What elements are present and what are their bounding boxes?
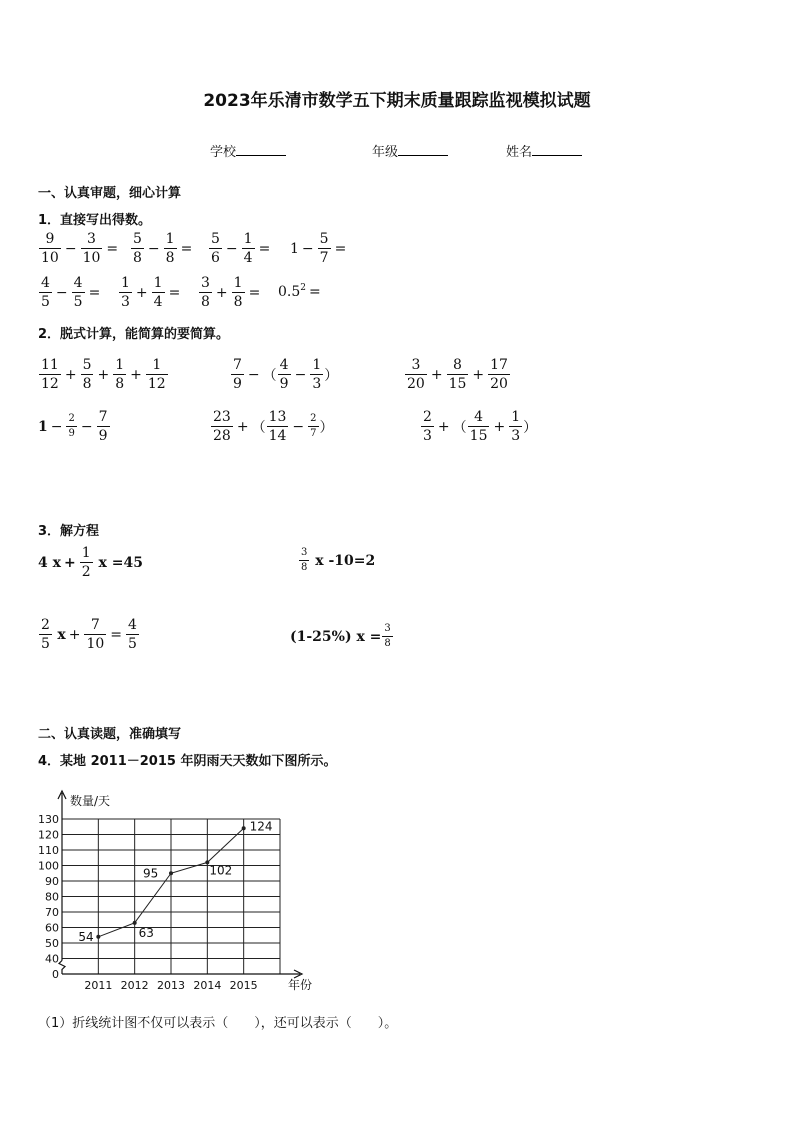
q1-expr-1: $\frac{9}{10}$ − $\frac{3}{10}$ = bbox=[41, 231, 119, 266]
fraction: $\frac{7}{10}$ bbox=[86, 617, 105, 652]
fraction: $\frac{3}{8}$ bbox=[301, 547, 308, 573]
q1-expr-5: $\frac{4}{5}$ − $\frac{4}{5}$ = bbox=[41, 275, 101, 310]
y-tick-label: 80 bbox=[45, 890, 59, 904]
data-point bbox=[96, 935, 100, 939]
question-3: 3．解方程 bbox=[38, 524, 100, 539]
chart-tick-labels bbox=[38, 813, 258, 992]
fraction: $\frac{4}{15}$ bbox=[469, 409, 488, 444]
q1-expr-7: $\frac{3}{8}$ + $\frac{1}{8}$ = bbox=[201, 275, 261, 310]
school-blank[interactable] bbox=[236, 143, 286, 156]
fraction: $\frac{8}{15}$ bbox=[448, 357, 467, 392]
grade-blank[interactable] bbox=[398, 143, 448, 156]
fraction: $\frac{2}{5}$ bbox=[41, 617, 50, 652]
data-point bbox=[133, 921, 137, 925]
equation-3: $\frac{2}{5}$ x + $\frac{7}{10}$ = $\frac{4}{5}$ bbox=[41, 617, 137, 652]
y-tick-label: 50 bbox=[45, 937, 59, 950]
q1-expr-6: $\frac{1}{3}$ + $\frac{1}{4}$ = bbox=[121, 275, 181, 310]
q1-expr-3: $\frac{5}{6}$ − $\frac{1}{4}$ = bbox=[211, 231, 271, 266]
fraction: $\frac{23}{28}$ bbox=[213, 409, 231, 444]
fraction: $\frac{11}{12}$ bbox=[41, 357, 59, 392]
section1-title: 一、认真审题，细心计算 bbox=[38, 186, 182, 201]
data-label: 102 bbox=[209, 863, 233, 878]
q2-expr-1: $\frac{11}{12}$ + $\frac{5}{8}$ + $\frac{1}{8}$ + $\frac{1}{12}$ bbox=[41, 357, 166, 392]
fraction: $\frac{4}{9}$ bbox=[279, 357, 289, 392]
fraction: $\frac{1}{2}$ bbox=[81, 545, 91, 580]
fraction: $\frac{1}{4}$ bbox=[153, 275, 163, 310]
x-tick-label: 2014 bbox=[193, 979, 222, 992]
fraction: $\frac{1}{3}$ bbox=[312, 357, 322, 392]
equation-2: $\frac{3}{8}$ x -10=2 bbox=[301, 547, 376, 573]
fraction: $\frac{4}{5}$ bbox=[41, 275, 50, 310]
section2-title: 二、认真读题，准确填写 bbox=[38, 727, 182, 742]
q2-expr-2: $\frac{7}{9}$ − （ $\frac{4}{9}$ − $\frac{1}{3}$ ） bbox=[233, 357, 339, 392]
y-tick-label: 100 bbox=[38, 859, 59, 873]
fraction: $\frac{7}{9}$ bbox=[233, 357, 242, 392]
fraction: $\frac{3}{10}$ bbox=[82, 231, 101, 266]
name-field: 姓名 bbox=[506, 141, 582, 160]
fraction: $\frac{5}{8}$ bbox=[82, 357, 92, 392]
data-point bbox=[169, 871, 173, 875]
question-4: 4．某地 2011－2015 年阴雨天天数如下图所示。 bbox=[38, 754, 337, 769]
fraction: $\frac{5}{7}$ bbox=[319, 231, 329, 266]
axis-break bbox=[59, 961, 65, 975]
name-blank[interactable] bbox=[532, 143, 582, 156]
fraction: $\frac{3}{20}$ bbox=[407, 357, 425, 392]
fraction: $\frac{7}{9}$ bbox=[98, 409, 108, 444]
question-1: 1．直接写出得数。 bbox=[38, 213, 152, 228]
y-tick-label: 110 bbox=[38, 844, 59, 857]
data-label: 63 bbox=[138, 925, 154, 940]
data-point bbox=[242, 826, 246, 830]
data-label: 95 bbox=[143, 866, 159, 881]
school-field: 学校 bbox=[210, 141, 286, 160]
y-tick-label: 0 bbox=[52, 968, 59, 981]
fraction: $\frac{9}{10}$ bbox=[41, 231, 59, 266]
x-tick-label: 2015 bbox=[229, 979, 258, 992]
data-label: 124 bbox=[249, 819, 273, 834]
fraction: $\frac{1}{12}$ bbox=[147, 357, 166, 392]
chart-ylabel: 数量/天 bbox=[70, 794, 111, 808]
question-4-sub-1: （1）折线统计图不仅可以表示（ ），还可以表示（ ）。 bbox=[38, 1016, 398, 1031]
fraction: $\frac{1}{3}$ bbox=[121, 275, 130, 310]
y-tick-label: 70 bbox=[45, 906, 59, 919]
fraction: $\frac{5}{6}$ bbox=[211, 231, 220, 266]
fraction: $\frac{17}{20}$ bbox=[490, 357, 508, 392]
data-label: 54 bbox=[78, 929, 94, 944]
q2-expr-5: $\frac{23}{28}$ + （ $\frac{13}{14}$ − $\frac{2}{7}$ ） bbox=[213, 409, 334, 444]
y-tick-label: 90 bbox=[45, 875, 59, 888]
fraction: $\frac{4}{5}$ bbox=[73, 275, 83, 310]
q1-expr-2: $\frac{5}{8}$ − $\frac{1}{8}$ = bbox=[133, 231, 193, 266]
x-tick-label: 2011 bbox=[84, 979, 113, 992]
fraction: $\frac{3}{8}$ bbox=[384, 623, 391, 649]
fraction: $\frac{1}{4}$ bbox=[243, 231, 253, 266]
chart-grid bbox=[62, 819, 280, 974]
fraction: $\frac{2}{9}$ bbox=[68, 413, 75, 439]
fraction: $\frac{2}{3}$ bbox=[423, 409, 432, 444]
fraction: $\frac{2}{7}$ bbox=[310, 413, 317, 439]
y-tick-label: 60 bbox=[45, 921, 59, 935]
q2-expr-3: $\frac{3}{20}$ + $\frac{8}{15}$ + $\frac{17}{20}$ bbox=[407, 357, 508, 392]
q2-expr-6: $\frac{2}{3}$ + （ $\frac{4}{15}$ + $\frac{1}{3}$ ） bbox=[423, 409, 538, 444]
fraction: $\frac{13}{14}$ bbox=[268, 409, 287, 444]
fraction: $\frac{1}{3}$ bbox=[511, 409, 521, 444]
q1-expr-8: 0.5 $^2$ = bbox=[278, 283, 321, 300]
grade-field: 年级 bbox=[372, 141, 448, 160]
question-2: 2．脱式计算，能简算的要简算。 bbox=[38, 327, 230, 342]
q2-expr-4: 1 − $\frac{2}{9}$ − $\frac{7}{9}$ bbox=[38, 409, 108, 444]
line-chart bbox=[30, 785, 320, 1000]
y-tick-label: 120 bbox=[38, 828, 59, 842]
fraction: $\frac{4}{5}$ bbox=[128, 617, 137, 652]
q1-expr-4: 1 − $\frac{5}{7}$ = bbox=[290, 231, 347, 266]
equation-1: 4 x + $\frac{1}{2}$ x =45 bbox=[38, 545, 143, 580]
y-tick-label: 40 bbox=[45, 952, 59, 966]
fraction: $\frac{1}{8}$ bbox=[115, 357, 125, 392]
page-title: 2023年乐清市数学五下期末质量跟踪监视模拟试题 bbox=[203, 91, 591, 111]
fraction: $\frac{3}{8}$ bbox=[201, 275, 210, 310]
fraction: $\frac{5}{8}$ bbox=[133, 231, 142, 266]
y-tick-label: 130 bbox=[38, 813, 59, 826]
fraction: $\frac{1}{8}$ bbox=[165, 231, 175, 266]
chart-xlabel: 年份 bbox=[288, 978, 313, 992]
x-tick-label: 2012 bbox=[120, 979, 149, 992]
equation-4: (1-25%) x = $\frac{3}{8}$ bbox=[290, 623, 391, 649]
fraction: $\frac{1}{8}$ bbox=[233, 275, 243, 310]
x-tick-label: 2013 bbox=[157, 979, 185, 992]
